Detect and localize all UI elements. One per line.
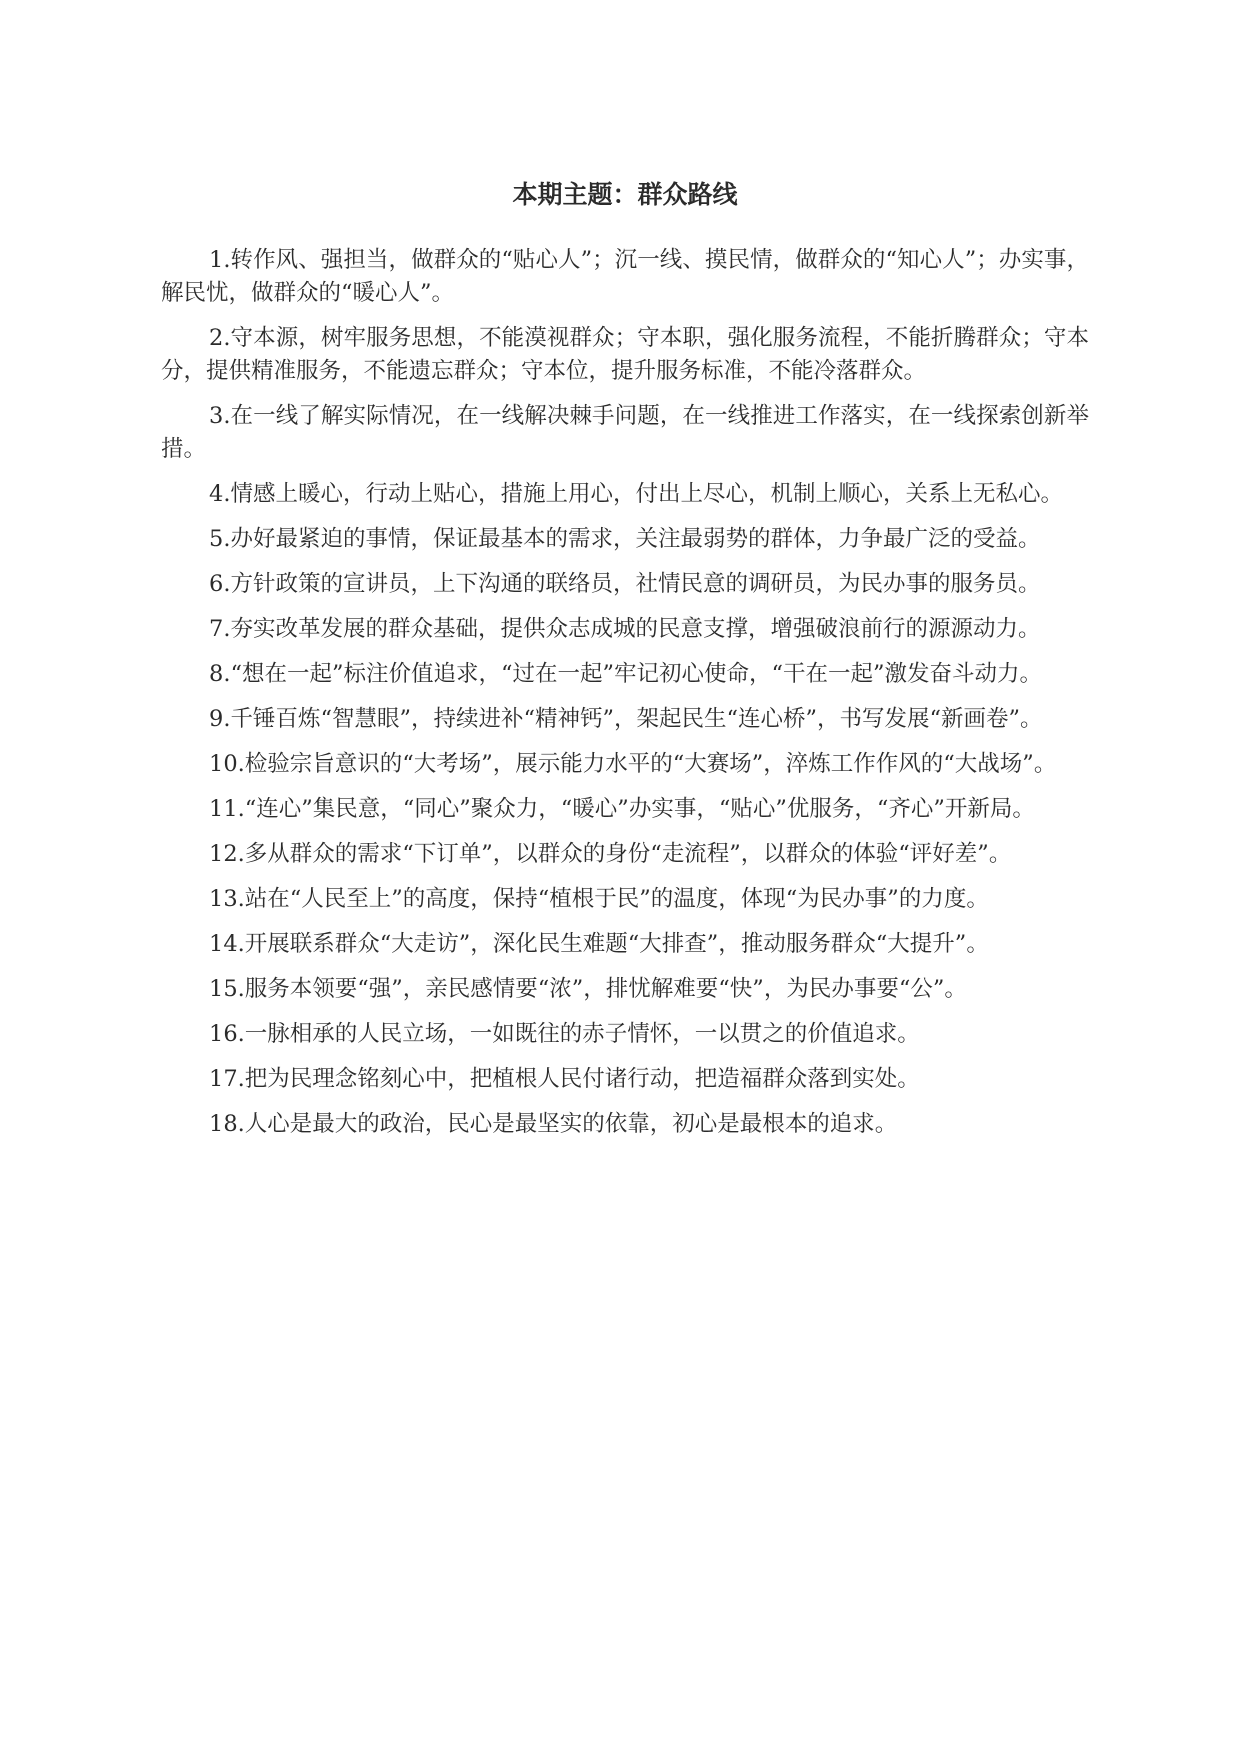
item-number: 17. (209, 1066, 245, 1092)
item-text: 办好最紧迫的事情，保证最基本的需求，关注最弱势的群体，力争最广泛的受益。 (230, 526, 1041, 552)
list-item (161, 568, 1089, 601)
list-item (161, 322, 1089, 388)
item-text: 多从群众的需求“下订单”，以群众的身份“走流程”，以群众的体验“评好差”。 (244, 841, 1012, 867)
list-item (161, 244, 1089, 310)
list-item (161, 478, 1089, 511)
item-list (161, 244, 1089, 1153)
item-text: 方针政策的宣讲员，上下沟通的联络员，社情民意的调研员，为民办事的服务员。 (230, 571, 1041, 597)
list-item (161, 748, 1089, 781)
item-text: 一脉相承的人民立场，一如既往的赤子情怀，一以贯之的价值追求。 (244, 1021, 920, 1047)
item-text: 开展联系群众“大走访”，深化民生难题“大排查”，推动服务群众“大提升”。 (244, 931, 989, 957)
item-text: 情感上暖心，行动上贴心，措施上用心，付出上尽心，机制上顺心，关系上无私心。 (230, 481, 1063, 507)
item-number: 3. (209, 403, 231, 429)
list-item (161, 400, 1089, 466)
item-text: 站在“人民至上”的高度，保持“植根于民”的温度，体现“为民办事”的力度。 (244, 886, 989, 912)
list-item (161, 1108, 1089, 1141)
document-title: 本期主题：群众路线 (512, 180, 738, 209)
item-number: 13. (209, 886, 245, 912)
list-item (161, 613, 1089, 646)
item-text: “连心”集民意，“同心”聚众力，“暖心”办实事，“贴心”优服务，“齐心”开新局。 (244, 796, 1035, 822)
item-number: 18. (209, 1111, 245, 1137)
list-item (161, 703, 1089, 736)
list-item (161, 1018, 1089, 1051)
list-item (161, 1063, 1089, 1096)
item-number: 16. (209, 1021, 245, 1047)
list-item (161, 883, 1089, 916)
item-number: 14. (209, 931, 245, 957)
item-number: 2. (209, 325, 231, 351)
item-number: 6. (209, 571, 231, 597)
item-number: 1. (209, 247, 231, 273)
item-text: 千锤百炼“智慧眼”，持续进补“精神钙”，架起民生“连心桥”，书写发展“新画卷”。 (230, 706, 1043, 732)
item-text: 人心是最大的政治，民心是最坚实的依靠，初心是最根本的追求。 (244, 1111, 898, 1137)
list-item (161, 658, 1089, 691)
list-item (161, 838, 1089, 871)
item-text: 在一线了解实际情况，在一线解决棘手问题，在一线推进工作落实，在一线探索创新举措。 (161, 403, 1089, 462)
item-number: 10. (209, 751, 245, 777)
item-text: 检验宗旨意识的“大考场”，展示能力水平的“大赛场”，淬炼工作作风的“大战场”。 (244, 751, 1057, 777)
item-number: 8. (209, 661, 231, 687)
list-item (161, 523, 1089, 556)
item-text: 守本源，树牢服务思想，不能漠视群众；守本职，强化服务流程，不能折腾群众；守本分，提供精准服务，不能遗忘群众；守本位，提升服务标准，不能冷落群众。 (161, 325, 1089, 384)
item-number: 7. (209, 616, 231, 642)
list-item (161, 928, 1089, 961)
item-number: 15. (209, 976, 245, 1002)
item-text: 把为民理念铭刻心中，把植根人民付诸行动，把造福群众落到实处。 (244, 1066, 920, 1092)
item-number: 12. (209, 841, 245, 867)
item-text: “想在一起”标注价值追求，“过在一起”牢记初心使命，“干在一起”激发奋斗动力。 (230, 661, 1042, 687)
item-number: 11. (209, 796, 245, 822)
item-text: 转作风、强担当，做群众的“贴心人”；沉一线、摸民情，做群众的“知心人”；办实事，解民忧，做群众的“暖心人”。 (161, 247, 1089, 306)
item-number: 4. (209, 481, 231, 507)
item-number: 9. (209, 706, 231, 732)
item-number: 5. (209, 526, 231, 552)
list-item (161, 793, 1089, 826)
list-item (161, 973, 1089, 1006)
item-text: 夯实改革发展的群众基础，提供众志成城的民意支撑，增强破浪前行的源源动力。 (230, 616, 1041, 642)
item-text: 服务本领要“强”，亲民感情要“浓”，排忧解难要“快”，为民办事要“公”。 (244, 976, 967, 1002)
